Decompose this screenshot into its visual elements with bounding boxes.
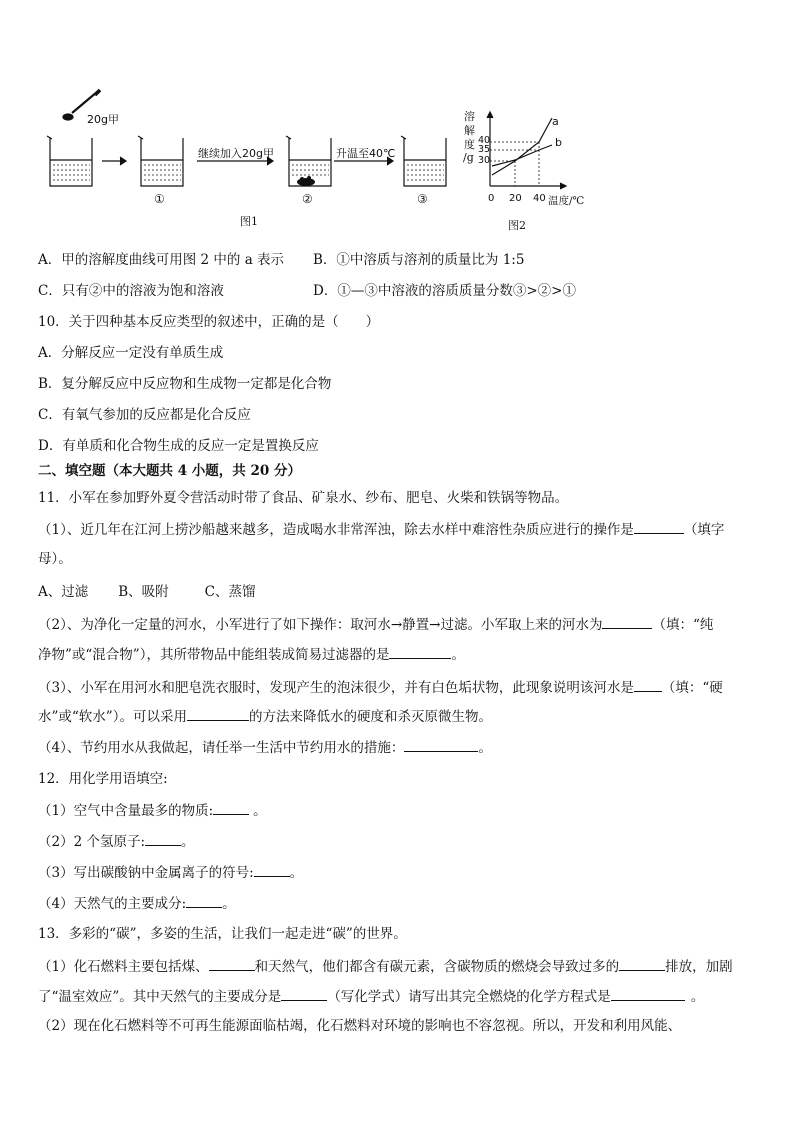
answer-blank[interactable] (634, 520, 684, 534)
q12-stem: 12．用化学用语填空: (38, 771, 168, 787)
beaker-label-1: ① (154, 192, 165, 206)
q13-p1-cont-text: 了“温室效应”。其中天然气的主要成分是 (38, 989, 282, 1005)
q12-p4-end: 。 (222, 896, 236, 912)
q11-choice-a: A、过滤 (38, 584, 89, 600)
q9-option-c: C．只有②中的溶液为饱和溶液 (38, 283, 224, 299)
answer-blank[interactable] (254, 863, 290, 877)
q12-p1-text: （1）空气中含量最多的物质: (38, 803, 214, 819)
answer-blank[interactable] (611, 987, 685, 1001)
q13-p1 (38, 957, 733, 976)
graph-ylabel-4: /g (463, 151, 474, 164)
beaker-label-2: ② (302, 192, 313, 206)
answer-blank[interactable] (389, 645, 451, 659)
q13-p1-mid: 和天然气，他们都含有碳元素，含碳物质的燃烧会导致过多的 (254, 959, 620, 975)
answer-blank[interactable] (634, 678, 662, 692)
graph-xtick-20: 20 (509, 193, 522, 204)
graph-xtick-40: 40 (533, 193, 546, 204)
q10-stem: 10．关于四种基本反应类型的叙述中，正确的是（ ） (38, 314, 380, 330)
q11-choice-c: C、蒸馏 (204, 584, 256, 600)
beaker-3 (401, 136, 446, 186)
arrow2-label: 继续加入20g甲 (198, 147, 274, 160)
experiment-figure (0, 0, 794, 240)
q11-p2-end: 。 (451, 647, 465, 663)
graph-ytick-35: 35 (478, 144, 491, 155)
arrow-1 (102, 157, 126, 165)
q11-p1-cont: 母）。 (38, 551, 72, 567)
q9-option-a: A．甲的溶解度曲线可用图 2 中的 a 表示 (38, 252, 285, 268)
answer-blank[interactable] (281, 987, 327, 1001)
q10-option-c: C．有氧气参加的反应都是化合反应 (38, 407, 251, 423)
q13-p1-cont (38, 987, 704, 1006)
q13-p1-text: （1）化石燃料主要包括煤、 (38, 959, 209, 975)
answer-blank[interactable] (602, 615, 652, 629)
q11-p1-tail: （填字 (683, 522, 725, 538)
q12-p2-end: 。 (181, 834, 195, 850)
q13-p1-tail: 排放，加剧 (665, 959, 733, 975)
spoon-label: 20g甲 (87, 113, 119, 126)
q12-p1 (38, 801, 267, 820)
q11-p1-text: （1）、近几年在江河上捞沙船越来越多，造成喝水非常浑浊，除去水样中难溶性杂质应进行的操作是 (38, 522, 634, 538)
q9-option-d: D．①—③中溶液的溶质质量分数③>②>① (313, 283, 576, 299)
beaker-1 (138, 136, 183, 186)
q11-choice-b: B、吸附 (118, 584, 169, 600)
q11-p2-text: （2）、为净化一定量的河水，小军进行了如下操作：取河水→静置→过滤。小军取上来的河水为 (38, 617, 603, 633)
answer-blank[interactable] (145, 832, 181, 846)
q12-p4-text: （4）天然气的主要成分: (38, 896, 187, 912)
q13-p1-cont-mid: （写化学式）请写出其完全燃烧的化学方程式是 (327, 989, 611, 1005)
arrow3-label: 升温至40℃ (336, 147, 396, 160)
q11-p2-cont-text: 净物”或“混合物”），其所带物品中能组装成简易过滤器的是 (38, 647, 390, 663)
q13-stem: 13．多彩的“碳”，多姿的生活，让我们一起走进“碳”的世界。 (38, 926, 407, 942)
q11-p2-tail: （填：“纯 (652, 617, 714, 633)
graph-ytick-40: 40 (478, 135, 491, 146)
q12-p3-end: 。 (289, 865, 304, 881)
q11-stem: 11．小军在参加野外夏令营活动时带了食品、矿泉水、纱布、肥皂、火柴和铁锅等物品。 (38, 490, 569, 506)
q10-option-d: D．有单质和化合物生成的反应一定是置换反应 (38, 438, 319, 454)
q11-p3-end: 的方法来降低水的硬度和杀灭原微生物。 (248, 709, 492, 725)
q11-p3-text: （3）、小军在用河水和肥皂洗衣服时，发现产生的泡沫很少，并有白色垢状物，此现象说明该河水是 (38, 680, 634, 696)
q11-p3-cont-text: 水”或“软水”）。可以采用 (38, 709, 187, 725)
q12-p3 (38, 863, 303, 882)
q11-choices (38, 583, 256, 601)
answer-blank[interactable] (186, 894, 222, 908)
q11-p1 (38, 520, 724, 539)
q13-p2: （2）现在化石燃料等不可再生能源面临枯竭，化石燃料对环境的影响也不容忽视。所以，开发和利用风能、 (38, 1018, 682, 1034)
graph-ytick-30: 30 (478, 155, 491, 166)
q11-p4 (38, 738, 492, 757)
q11-p4-text: （4）、节约用水从我做起，请任举一生活中节约用水的措施： (38, 740, 405, 756)
fig1-caption: 图1 (240, 215, 258, 228)
section-title: 二、填空题（本大题共 4 小题，共 20 分） (38, 463, 301, 479)
answer-blank[interactable] (209, 957, 255, 971)
answer-blank[interactable] (187, 707, 249, 721)
graph-xunit: 温度/℃ (548, 195, 585, 207)
q11-p3-cont (38, 707, 492, 726)
graph-ylabel-3: 度 (464, 138, 475, 151)
curve-a (492, 118, 552, 175)
q11-p2 (38, 615, 713, 634)
answer-blank[interactable] (213, 801, 249, 815)
q12-p4 (38, 894, 236, 913)
answer-blank[interactable] (619, 957, 665, 971)
q9-option-b: B．①中溶质与溶剂的质量比为 1:5 (313, 252, 525, 268)
graph-curve-a-label: a (552, 115, 559, 128)
q12-p2-text: （2）2 个氢原子: (38, 834, 146, 850)
q11-p3-tail: （填：“硬 (661, 680, 723, 696)
q11-p2-cont (38, 645, 465, 664)
q10-option-a: A．分解反应一定没有单质生成 (38, 345, 224, 361)
beaker-2 (286, 136, 331, 186)
graph-ylabel-2: 解 (464, 124, 475, 137)
q12-p3-text: （3）写出碳酸钠中金属离子的符号: (38, 865, 254, 881)
answer-blank[interactable] (404, 738, 478, 752)
q10-option-b: B．复分解反应中反应物和生成物一定都是化合物 (38, 376, 332, 392)
q12-p1-end: 。 (253, 803, 267, 819)
q11-p4-end: 。 (478, 740, 492, 756)
graph-curve-b-label: b (555, 136, 562, 149)
q9-row-1 (38, 251, 284, 269)
graph-xtick-0: 0 (488, 193, 495, 204)
graph-ylabel-1: 溶 (464, 110, 475, 123)
q11-p3 (38, 678, 723, 697)
beaker-label-3: ③ (417, 192, 428, 206)
q13-p1-end: 。 (690, 989, 705, 1005)
beaker-initial (47, 136, 92, 186)
fig2-caption: 图2 (508, 219, 526, 232)
q12-p2 (38, 832, 195, 851)
